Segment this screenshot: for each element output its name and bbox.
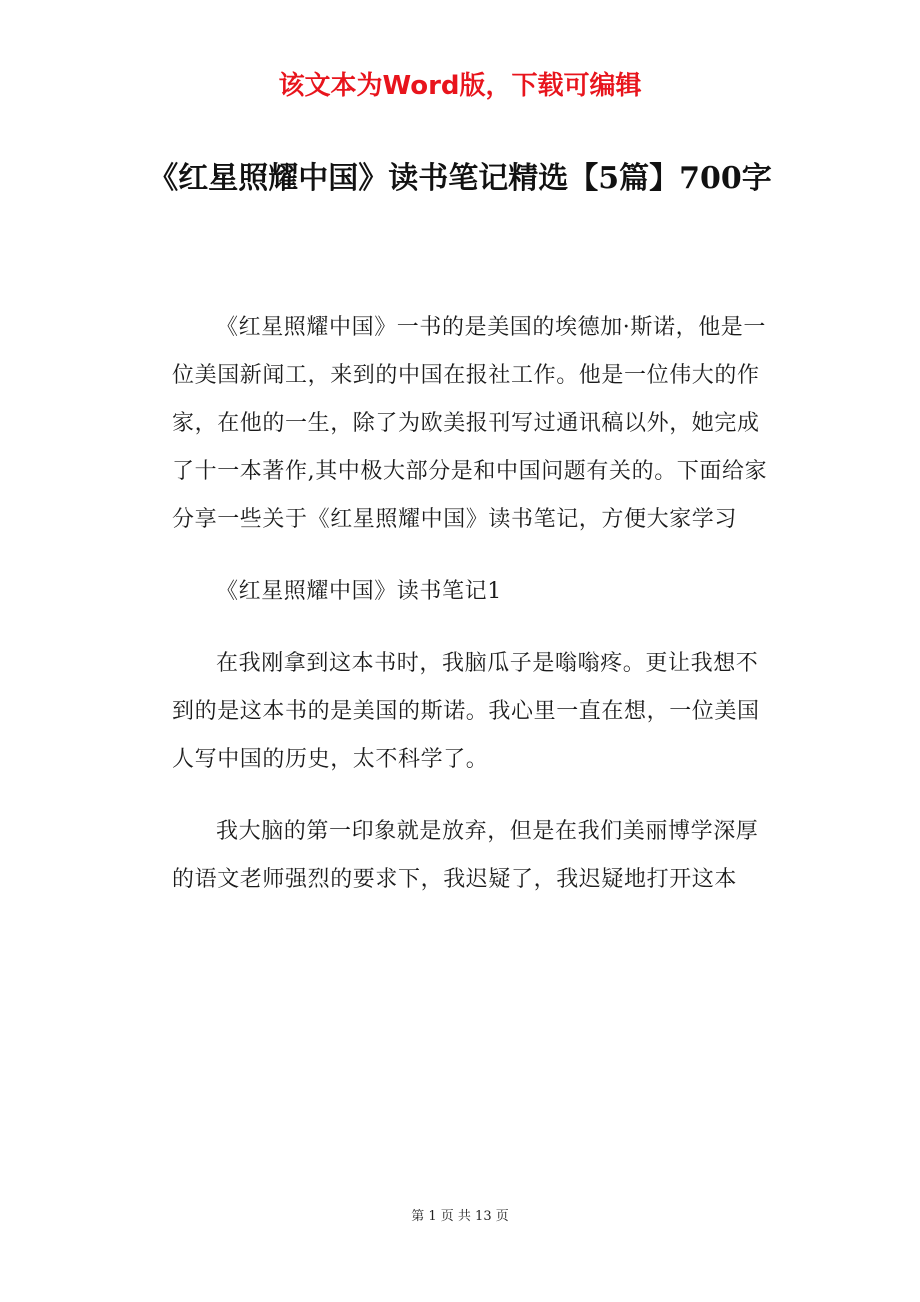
body-paragraph: 我大脑的第一印象就是放弃，但是在我们美丽博学深厚的语文老师强烈的要求下，我迟疑了，我迟疑地打开这本: [172, 819, 759, 892]
document-title: 《红星照耀中国》读书笔记精选【5篇】700字: [148, 161, 772, 196]
page-number-footer: 第 1 页 共 13 页: [411, 1209, 509, 1224]
word-version-banner: 该文本为Word版，下载可编辑: [278, 71, 642, 101]
intro-paragraph: 《红星照耀中国》一书的是美国的埃德加·斯诺，他是一位美国新闻工，来到的中国在报社工作。他是一位伟大的作家，在他的一生，除了为欧美报刊写过通讯稿以外，她完成了十一本著作,其中极大部分是和中国问题有关的。下面给家分享一些关于《红星照耀中国》读书笔记，方便大家学习: [172, 315, 768, 532]
document-body: [172, 304, 780, 904]
body-paragraph: 在我刚拿到这本书时，我脑瓜子是嗡嗡疼。更让我想不到的是这本书的是美国的斯诺。我心里一直在想，一位美国人写中国的历史，太不科学了。: [172, 651, 760, 772]
section-heading: 《红星照耀中国》读书笔记1: [216, 579, 502, 604]
